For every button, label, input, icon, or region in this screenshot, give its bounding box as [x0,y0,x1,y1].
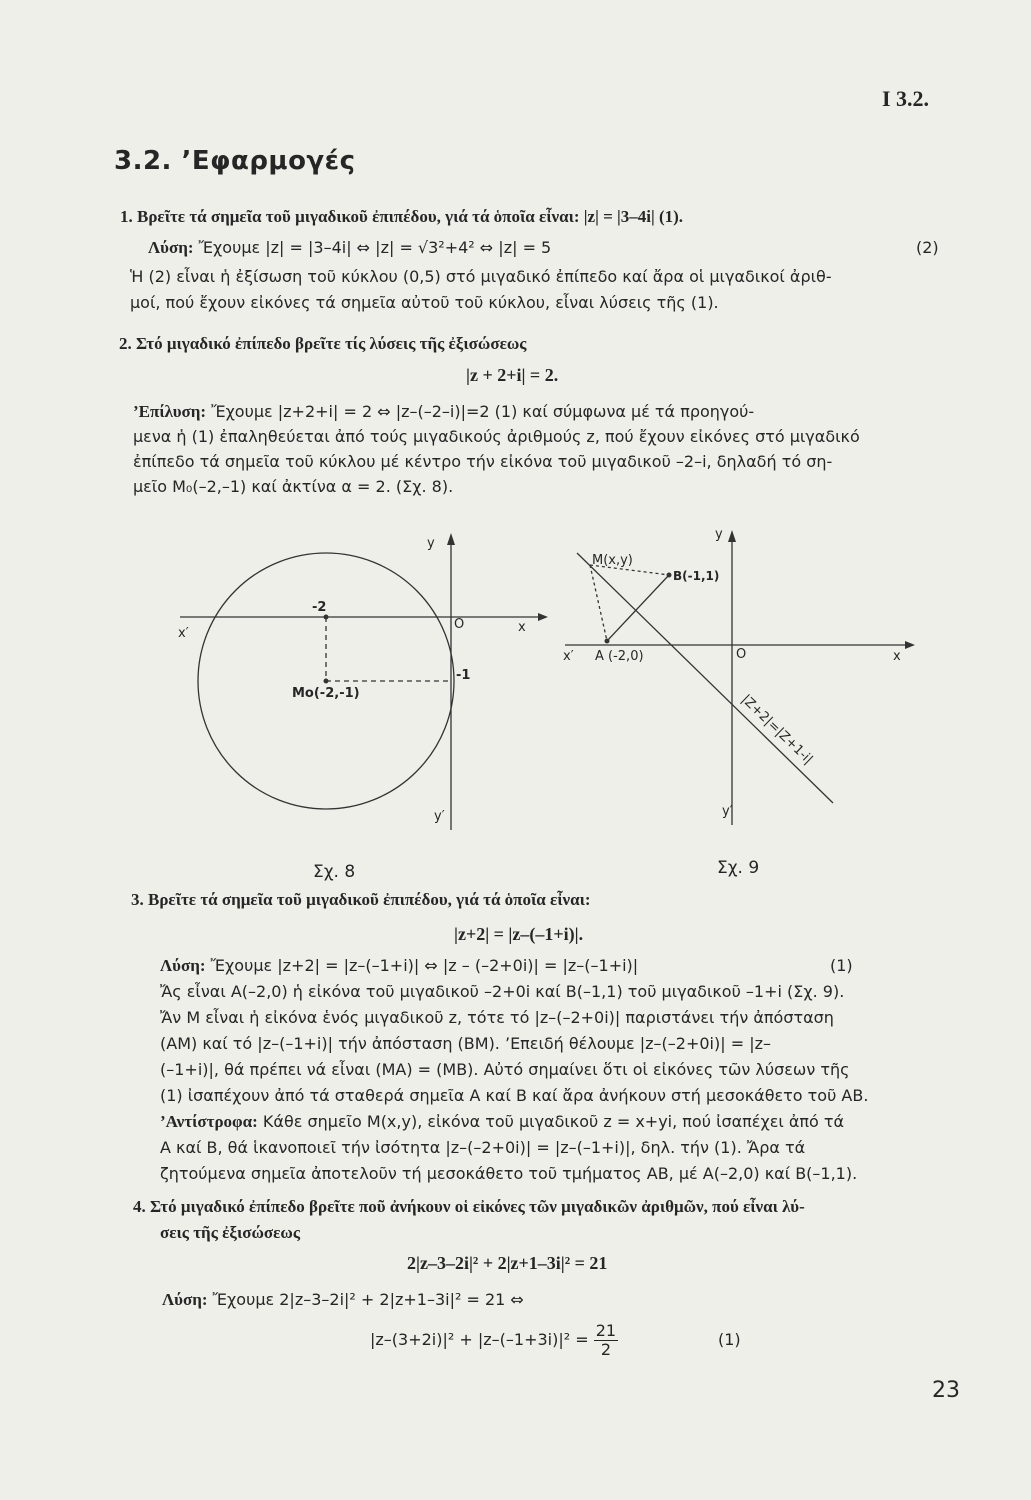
fig8-tick-x: -2 [312,600,327,615]
page-number: 23 [932,1378,960,1403]
ex2-line1: Ἔχουμε |z+2+i| = 2 ⇔ |z–(–2–i)|=2 (1) καί σύμφωνα μέ τά προηγού- [211,402,755,421]
fig9-label-y: y [715,527,723,542]
ex3-solution [160,954,638,978]
fig9-segment-ma [590,565,607,641]
page-title: 3.2. ’Εφαρμογές [114,146,356,176]
ex1-solution-label: Λύση: [148,238,194,257]
ex2-solution [133,400,754,424]
ex4-question-line2: σεις τῆς ἐξισώσεως [160,1223,301,1242]
ex1-solution-text: Ἔχουμε |z| = |3–4i| ⇔ |z| = √3²+4² ⇔ |z| = 5 [198,238,552,257]
fig8-caption: Σχ. 8 [313,862,356,882]
ex3-solution-text: Ἔχουμε |z+2| = |z–(–1+i)| ⇔ |z – (–2+0i)| = |z–(–1+i)| [210,956,639,975]
ex3-converse-label: ’Αντίστροφα: [160,1112,258,1131]
ex4-fraction [594,1322,618,1359]
fig9-bisector-line [577,553,833,803]
ex1-line2: Ἡ (2) εἶναι ἡ ἐξίσωση τοῦ κύκλου (0,5) στό μιγαδικό ἐπίπεδο καί ἄρα οἱ μιγαδικοί ἀριθ- [130,267,832,286]
ex3-converse [160,1110,844,1134]
fig8-label-x: x [518,620,526,635]
ex3-line7: A καί B, θά ἱκανοποιεῖ τήν ἰσότητα |z–(–2+0i)| = |z–(–1+i)|, δηλ. τήν (1). Ἄρα τά [160,1138,806,1157]
fig8-x-arrow [538,613,548,621]
ex4-solution-line2 [370,1322,618,1359]
fig9-label-b: B(-1,1) [673,569,720,583]
ex1-eq-number: (2) [916,238,939,257]
fig8-y-arrow [447,533,455,545]
ex4-fraction-numerator: 21 [595,1321,617,1340]
ex4-eq-number: (1) [718,1330,741,1349]
ex1-question: 1. Βρεῖτε τά σημεῖα τοῦ μιγαδικοῦ ἐπιπέδου, γιά τά ὁποῖα εἶναι: |z| = |3–4i| (1). [120,207,684,226]
ex1-line3: μοί, πού ἔχουν εἰκόνες τά σημεῖα αὐτοῦ τοῦ κύκλου, εἶναι λύσεις τῆς (1). [130,293,719,312]
ex4-fraction-denominator: 2 [600,1340,612,1359]
ex4-solution-label: Λύση: [162,1290,208,1309]
ex3-line1: Ἄς εἶναι A(–2,0) ἡ εἰκόνα τοῦ μιγαδικοῦ –2+0i καί B(–1,1) τοῦ μιγαδικοῦ –1+i (Σχ. 9). [160,982,845,1001]
ex3-line2: Ἄν M εἶναι ἡ εἰκόνα ἑνός μιγαδικοῦ z, τότε τό |z–(–2+0i)| παριστάνει τήν ἀπόσταση [160,1008,834,1027]
fig9-label-a: A (-2,0) [595,649,644,664]
fig9-caption: Σχ. 9 [717,858,760,878]
ex3-question: 3. Βρεῖτε τά σημεῖα τοῦ μιγαδικοῦ ἐπιπέδου, γιά τά ὁποῖα εἶναι: [131,890,591,909]
figure-9 [555,520,920,855]
figure-8 [170,525,550,855]
ex3-line4: (–1+i)|, θά πρέπει νά εἶναι (MA) = (MB). Αὐτό σημαίνει ὅτι οἱ εἰκόνες τῶν λύσεων τῆς [160,1060,850,1079]
fig8-label-y: y [427,536,435,551]
ex3-eq-number: (1) [830,956,853,975]
fig9-y-arrow [728,530,736,542]
ex3-line8: ζητούμενα σημεῖα ἀποτελοῦν τή μεσοκάθετο τοῦ τμήματος AB, μέ A(–2,0) καί B(–1,1). [160,1164,858,1183]
ex3-line6: Κάθε σημεῖο M(x,y), εἰκόνα τοῦ μιγαδικοῦ z = x+yi, πού ἰσαπέχει ἀπό τά [262,1112,845,1131]
fig9-label-m: M(x,y) [592,553,633,568]
ex2-line4: μεῖο M₀(–2,–1) καί ἀκτίνα α = 2. (Σχ. 8). [133,477,454,496]
fig8-tick-point [324,615,329,620]
ex4-solution-text: Ἔχουμε 2|z–3–2i|² + 2|z+1–3i|² = 21 ⇔ [212,1290,524,1309]
ex3-solution-label: Λύση: [160,956,206,975]
fig9-label-xneg: x′ [563,649,574,664]
ex3-equation: |z+2| = |z–(–1+i)|. [454,924,584,944]
ex4-question-line1: 4. Στό μιγαδικό ἐπίπεδο βρεῖτε ποῦ ἀνήκουν οἱ εἰκόνες τῶν μιγαδικῶν ἀριθμῶν, πού εἶναι λύ- [133,1197,805,1216]
ex4-solution [162,1288,524,1312]
fig9-label-x: x [893,649,901,664]
ex2-solution-label: ’Επίλυση: [133,402,207,421]
ex2-line2: μενα ἡ (1) ἐπαληθεύεται ἀπό τούς μιγαδικούς ἀριθμούς z, πού ἔχουν εἰκόνες στό μιγαδικό [133,427,860,446]
ex4-equation: 2|z–3–2i|² + 2|z+1–3i|² = 21 [407,1253,608,1273]
fig9-segment-ab [607,575,669,641]
fig9-point-a [605,639,610,644]
ex4-line2-text: |z–(3+2i)|² + |z–(–1+3i)|² = [370,1330,589,1349]
ex2-question: 2. Στό μιγαδικό ἐπίπεδο βρεῖτε τίς λύσεις τῆς ἐξισώσεως [119,334,527,353]
fig9-x-arrow [905,641,915,649]
ex3-line3: (AM) καί τό |z–(–1+i)| τήν ἀπόσταση (BM). ’Επειδή θέλουμε |z–(–2+0i)| = |z– [160,1034,771,1053]
ex2-line3: ἐπίπεδο τά σημεῖα τοῦ κύκλου μέ κέντρο τήν εἰκόνα τοῦ μιγαδικοῦ –2–i, δηλαδή τό ση- [133,452,833,471]
ex2-equation: |z + 2+i| = 2. [466,365,559,385]
fig8-label-yneg: y′ [434,809,445,824]
fig9-line-equation: |Z+2|=|Z+1-i| [738,692,816,768]
fig8-label-xneg: x′ [178,626,189,641]
ex3-line5: (1) ἰσαπέχουν ἀπό τά σταθερά σημεῖα A καί B καί ἄρα ἀνήκουν στή μεσοκάθετο τοῦ AB. [160,1086,869,1105]
fig9-point-b [667,573,672,578]
fig8-label-origin: O [454,617,465,632]
fig8-center-point [324,679,329,684]
fig9-label-origin: O [736,647,747,662]
fig9-label-yneg: y′ [722,804,733,819]
section-reference: I 3.2. [882,86,930,111]
fig8-tick-y: -1 [456,668,471,683]
ex1-solution [148,236,551,260]
fig8-center-label: Mo(-2,-1) [292,686,360,701]
